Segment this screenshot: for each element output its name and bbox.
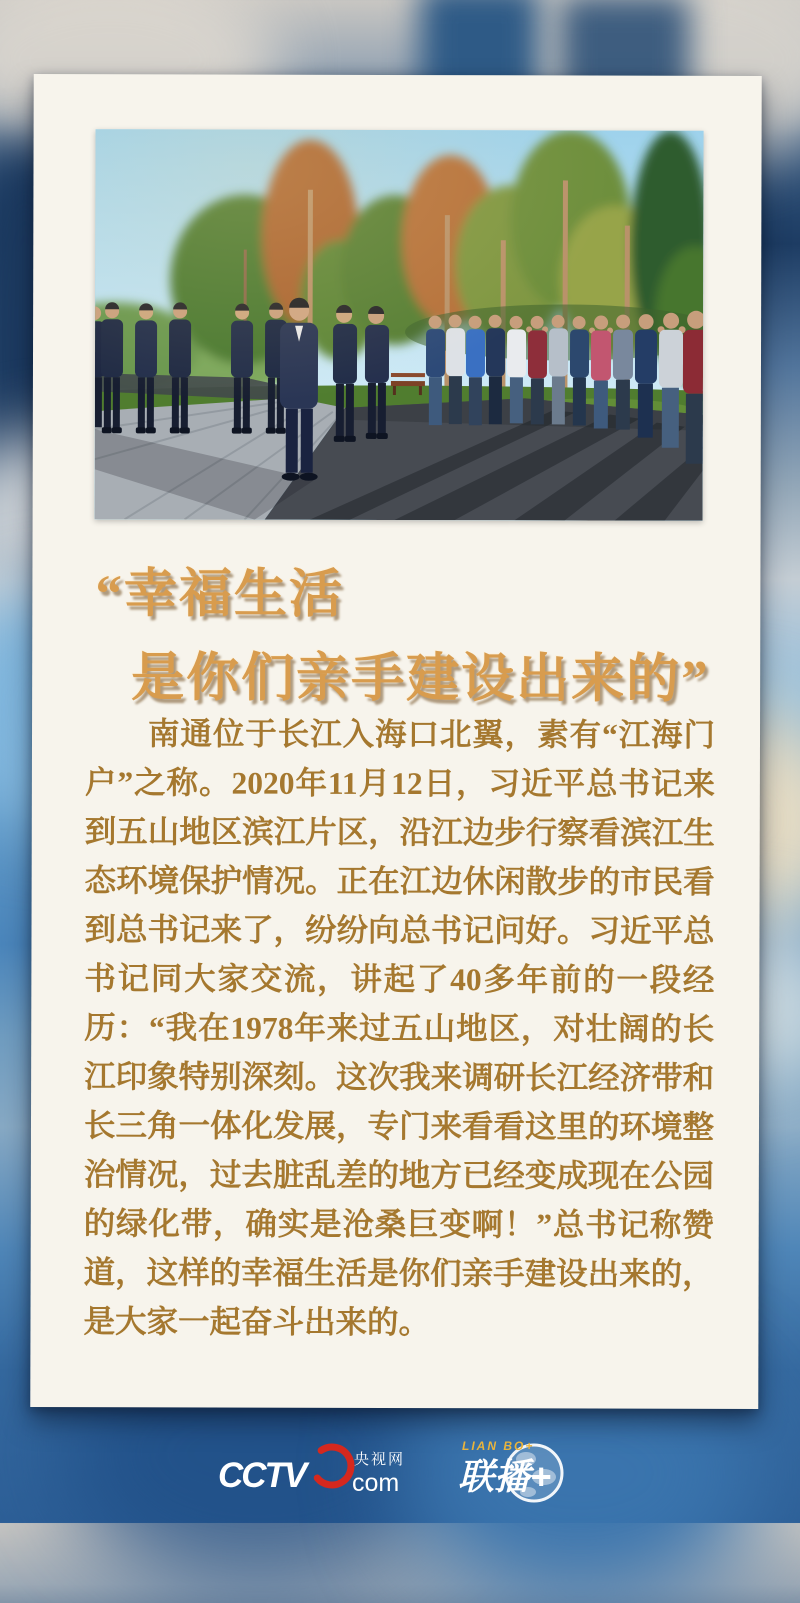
lianbo-wordmark: 联播+ (458, 1456, 551, 1497)
cctv-wordmark: CCTV (218, 1456, 310, 1495)
cctv-domain-suffix: com (352, 1469, 399, 1497)
cctv-site-name: 央视网 (354, 1451, 405, 1468)
lianbo-logo (434, 1435, 584, 1507)
sunlight-overlay (95, 129, 704, 521)
headline-line-1: “幸福生活 (95, 552, 735, 638)
headline-line-2: 是你们亲手建设出来的” (131, 636, 735, 722)
headline (85, 552, 735, 722)
footer-logos (0, 1425, 800, 1517)
visit-photo-scene (95, 129, 704, 521)
lianbo-tagline: LIAN BO+ (462, 1439, 534, 1453)
cctv-logo (216, 1439, 416, 1503)
visit-photo (95, 129, 704, 521)
article-paragraph: 南通位于长江入海口北翼，素有“江海门户”之称。2020年11月12日，习近平总书记来到五山地区滨江片区，沿江边步行察看滨江生态环境保护情况。正在江边休闲散步的市民看到总书记来了，纷纷向总书记问好。习近平总书记同大家交流，讲起了40多年前的一段经历：“我在1978年来过五山地区，对壮阔的长江印象特别深刻。这次我来调研长江经济带和长三角一体化发展，专门来看看这里的环境整治情况，过去脏乱差的地方已经变成现在公园的绿化带，确实是沧桑巨变啊！”总书记称赞道，这样的幸福生活是你们亲手建设出来的，是大家一起奋斗出来的。 (83, 709, 715, 1348)
cctv-swoosh-icon (306, 1440, 359, 1493)
polaroid-card (30, 74, 761, 1409)
